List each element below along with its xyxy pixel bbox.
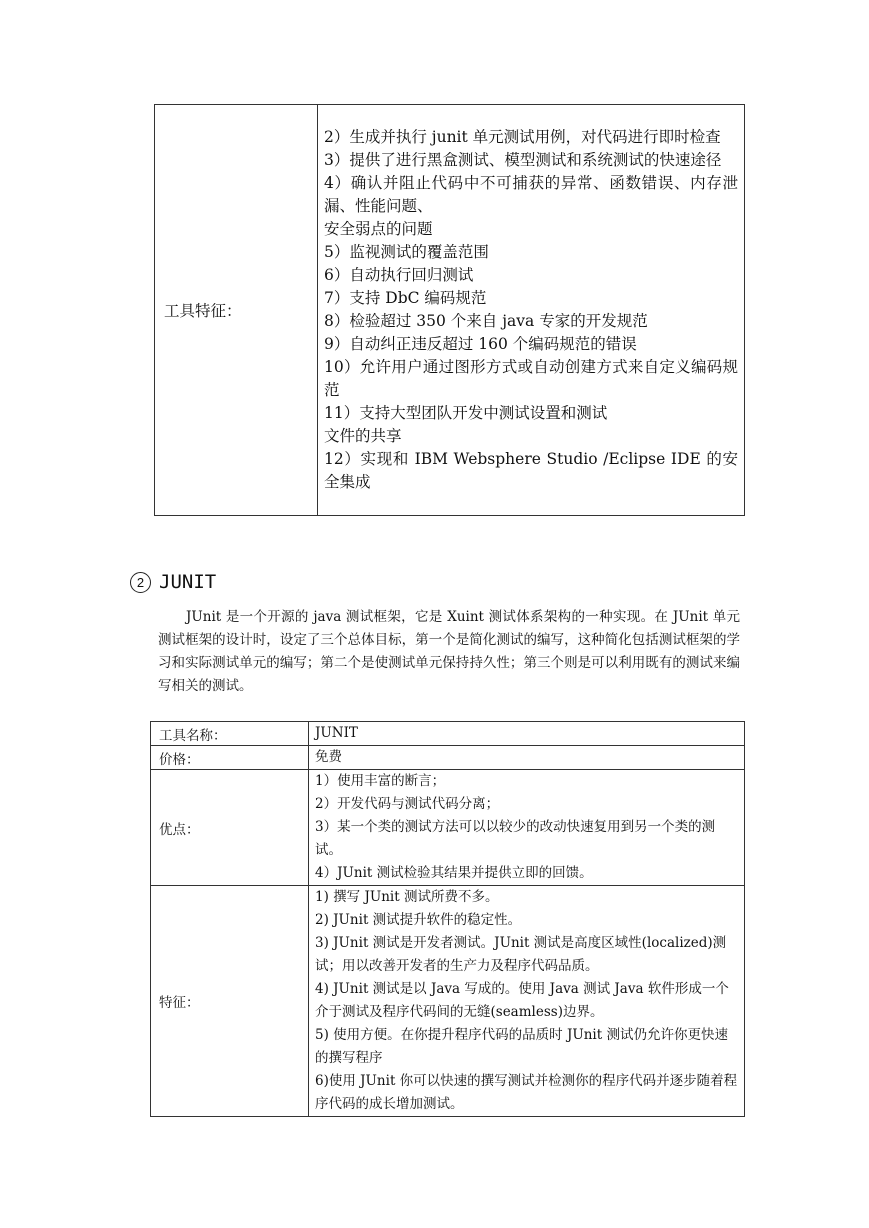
feature-line: 8）检验超过 350 个来自 java 专家的开发规范 xyxy=(324,312,648,330)
pro-line: 1）使用丰富的断言； xyxy=(315,773,446,789)
features-content-cell xyxy=(318,105,745,516)
feature-line: 7）支持 DbC 编码规范 xyxy=(324,289,487,307)
feature2-line: 5) 使用方便。在你提升程序代码的品质时 JUnit 测试仍允许你更快速的撰写程序 xyxy=(315,1027,728,1066)
features-label-cell xyxy=(155,105,318,516)
features-label: 工具特征： xyxy=(164,302,242,320)
feature-line: 4）确认并阻止代码中不可捕获的异常、函数错误、内存泄漏、性能问题、 xyxy=(324,174,738,215)
price-value: 免费 xyxy=(309,746,745,770)
feature-line: 11）支持大型团队开发中测试设置和测试 xyxy=(324,404,608,422)
section-number-badge: 2 xyxy=(130,572,151,593)
feature-line: 安全弱点的问题 xyxy=(324,220,433,238)
tool-name-value: JUNIT xyxy=(309,722,745,746)
feature-line: 6）自动执行回归测试 xyxy=(324,266,474,284)
feature2-line: 4) JUnit 测试是以 Java 写成的。使用 Java 测试 Java 软件形成一个介于测试及程序代码间的无缝(seamless)边界。 xyxy=(315,981,729,1020)
features2-content-cell xyxy=(309,886,745,1117)
section-title: JUNIT xyxy=(159,571,217,593)
feature-line: 3）提供了进行黑盒测试、模型测试和系统测试的快速途径 xyxy=(324,151,722,169)
feature2-line: 3) JUnit 测试是开发者测试。JUnit 测试是高度区域性(localized)测试；用以改善开发者的生产力及程序代码品质。 xyxy=(315,935,727,974)
feature-line: 9）自动纠正违反超过 160 个编码规范的错误 xyxy=(324,335,637,353)
tool-name-label: 工具名称： xyxy=(151,722,309,746)
table-row xyxy=(151,770,745,886)
junit-info-table xyxy=(150,721,745,1117)
feature-line: 5）监视测试的覆盖范围 xyxy=(324,243,489,261)
section-heading xyxy=(130,571,216,593)
table-row xyxy=(151,722,745,746)
pro-line: 4）JUnit 测试检验其结果并提供立即的回馈。 xyxy=(315,865,593,881)
price-label: 价格： xyxy=(151,746,309,770)
feature-line: 10）允许用户通过图形方式或自动创建方式来自定义编码规范 xyxy=(324,358,738,399)
table-row xyxy=(151,886,745,1117)
tool-features-table xyxy=(154,104,745,516)
pros-label: 优点： xyxy=(151,770,309,886)
table-row xyxy=(155,105,745,516)
feature2-line: 6)使用 JUnit 你可以快速的撰写测试并检测你的程序代码并逐步随着程序代码的成长增加测试。 xyxy=(315,1073,738,1112)
pros-content-cell xyxy=(309,770,745,886)
pro-line: 2）开发代码与测试代码分离； xyxy=(315,796,500,812)
feature-line: 文件的共享 xyxy=(324,427,402,445)
intro-paragraph: JUnit 是一个开源的 java 测试框架，它是 Xuint 测试体系架构的一种实现。在 JUnit 单元测试框架的设计时，设定了三个总体目标，第一个是简化测试的编写，这种简化包括测试框架的学习和实际测试单元的编写；第二个是使测试单元保持持久性；第三个则是可以利用既有的测试来编写相关的测试。 xyxy=(158,609,740,694)
feature2-line: 2) JUnit 测试提升软件的稳定性。 xyxy=(315,912,522,928)
features2-label: 特征： xyxy=(151,886,309,1117)
feature-line: 2）生成并执行 junit 单元测试用例，对代码进行即时检查 xyxy=(324,128,721,146)
pro-line: 3）某一个类的测试方法可以以较少的改动快速复用到另一个类的测试。 xyxy=(315,819,716,858)
feature-line: 12）实现和 IBM Websphere Studio /Eclipse IDE 的安全集成 xyxy=(324,450,738,491)
feature2-line: 1) 撰写 JUnit 测试所费不多。 xyxy=(315,889,499,905)
table-row xyxy=(151,746,745,770)
